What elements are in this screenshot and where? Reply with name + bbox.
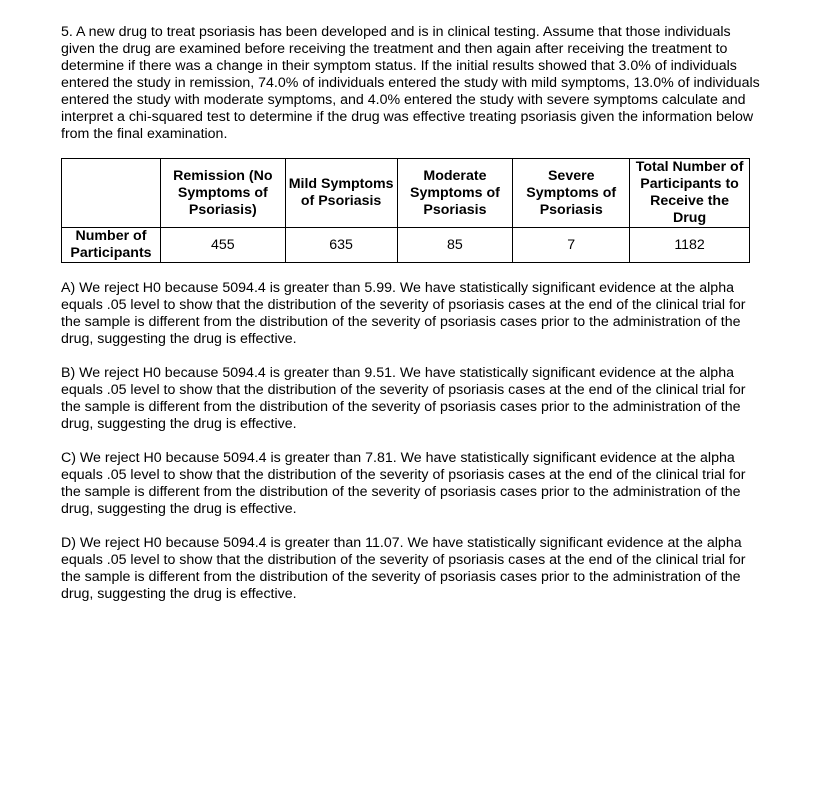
row-label: Number of Participants xyxy=(62,228,161,263)
table-header-empty xyxy=(62,159,161,228)
table-header-moderate: Moderate Symptoms of Psoriasis xyxy=(397,159,513,228)
cell-total: 1182 xyxy=(630,228,750,263)
table-header-remission: Remission (No Symptoms of Psoriasis) xyxy=(160,159,285,228)
cell-mild: 635 xyxy=(285,228,397,263)
table-header-total: Total Number of Participants to Receive the Drug xyxy=(630,159,750,228)
table-header-row xyxy=(62,159,750,228)
option-b: B) We reject H0 because 5094.4 is greater than 9.51. We have statistically significant evidence at the alpha equals .05 level to show that the distribution of the severity of psoriasis cases at the end of the clinical trial for the sample is different from the distribution of the severity of psoriasis cases prior to the administration of the drug, suggesting the drug is effective. xyxy=(61,365,746,432)
answer-options xyxy=(61,280,761,603)
document xyxy=(61,24,761,620)
table-row xyxy=(62,228,750,263)
table-header-mild: Mild Symptoms of Psoriasis xyxy=(285,159,397,228)
option-d: D) We reject H0 because 5094.4 is greater than 11.07. We have statistically significant evidence at the alpha equals .05 level to show that the distribution of the severity of psoriasis cases at the end of the clinical trial for the sample is different from the distribution of the severity of psoriasis cases prior to the administration of the drug, suggesting the drug is effective. xyxy=(61,535,746,602)
question-text: 5. A new drug to treat psoriasis has been developed and is in clinical testing. Assume that those individuals given the drug are examined before receiving the treatment and then again after receiving the treatment to determine if there was a change in their symptom status. If the initial results showed that 3.0% of individuals entered the study in remission, 74.0% of individuals entered the study with mild symptoms, 13.0% of individuals entered the study with moderate symptoms, and 4.0% entered the study with severe symptoms calculate and interpret a chi-squared test to determine if the drug was effective treating psoriasis given the information below from the final examination. xyxy=(61,24,760,142)
cell-remission: 455 xyxy=(160,228,285,263)
option-a: A) We reject H0 because 5094.4 is greater than 5.99. We have statistically significant evidence at the alpha equals .05 level to show that the distribution of the severity of psoriasis cases at the end of the clinical trial for the sample is different from the distribution of the severity of psoriasis cases prior to the administration of the drug, suggesting the drug is effective. xyxy=(61,280,746,347)
option-c: C) We reject H0 because 5094.4 is greater than 7.81. We have statistically significant evidence at the alpha equals .05 level to show that the distribution of the severity of psoriasis cases at the end of the clinical trial for the sample is different from the distribution of the severity of psoriasis cases prior to the administration of the drug, suggesting the drug is effective. xyxy=(61,450,746,517)
cell-severe: 7 xyxy=(513,228,630,263)
table-header-severe: Severe Symptoms of Psoriasis xyxy=(513,159,630,228)
cell-moderate: 85 xyxy=(397,228,513,263)
results-table xyxy=(61,158,750,263)
